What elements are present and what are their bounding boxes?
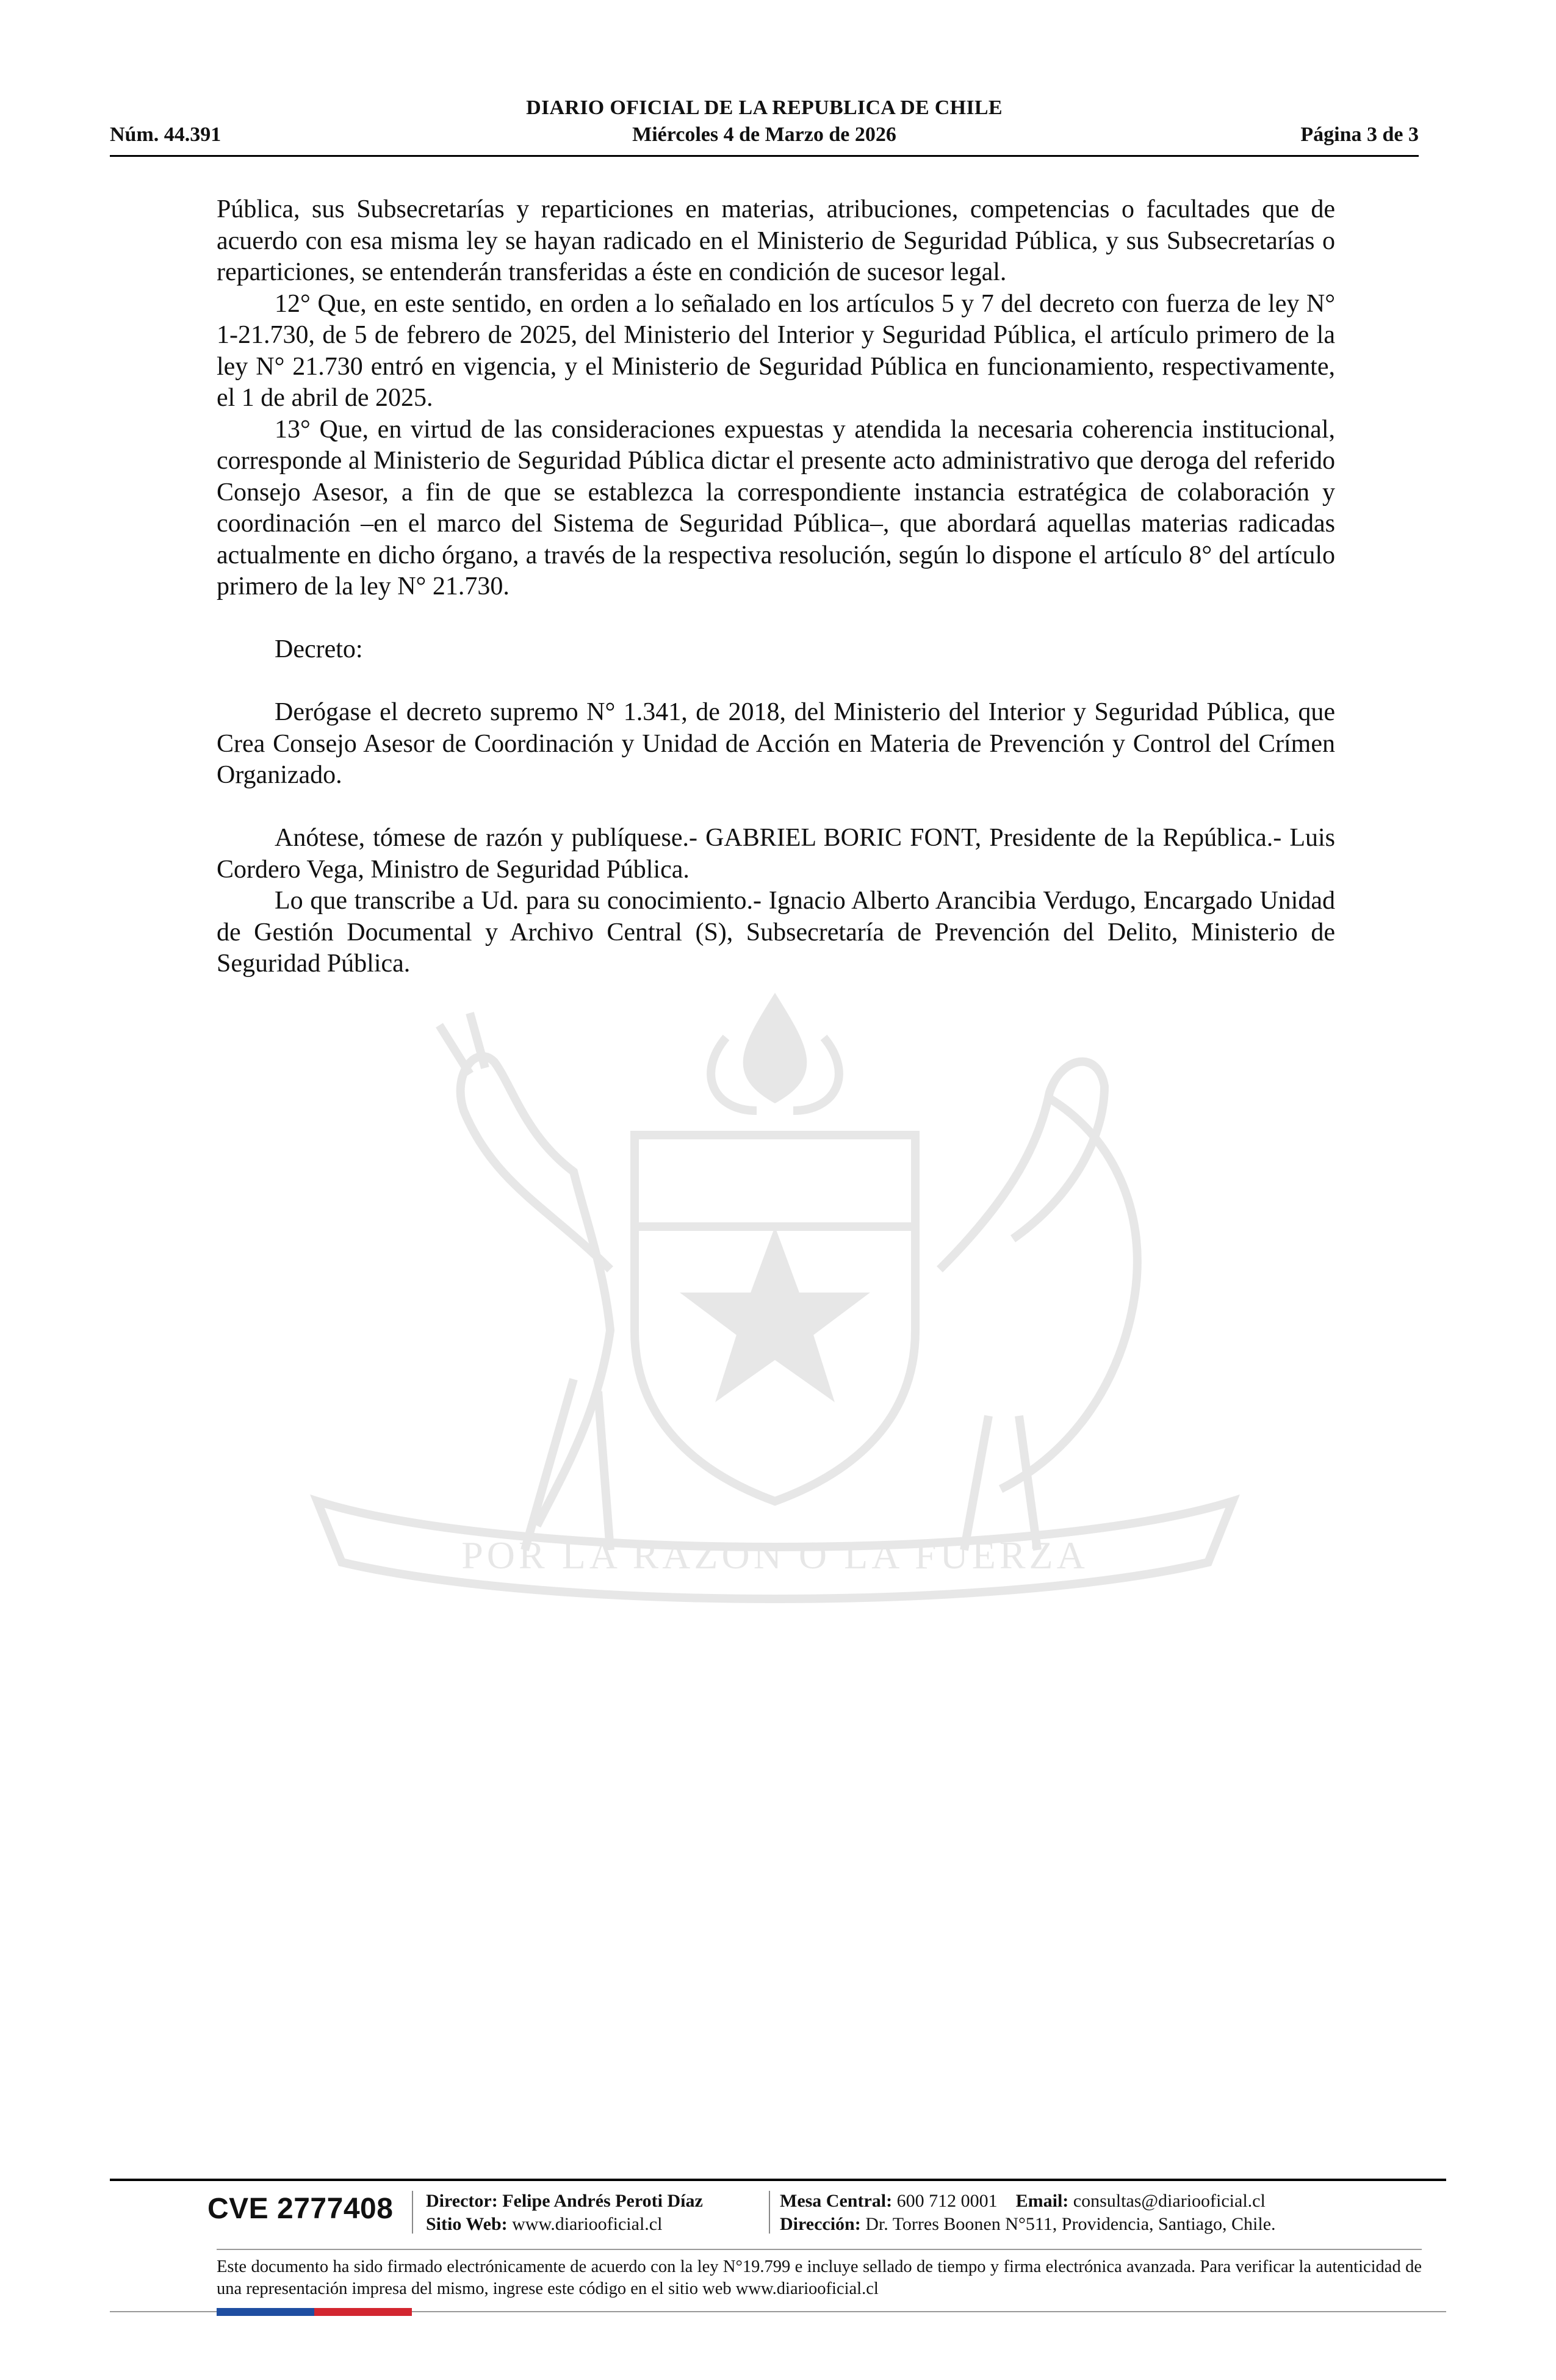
footer-contact-block: [780, 2190, 1276, 2236]
cve-code: CVE 2777408: [207, 2193, 394, 2225]
electronic-signature-note: Este documento ha sido firmado electrónicamente de acuerdo con la ley N°19.799 e incluye sellado de tiempo y firma electrónica avanzada. Para verificar la autenticidad de una representación impresa del mismo, ingrese este código en el sitio web www.diariooficial.cl: [217, 2257, 1422, 2298]
mesa-label: Mesa Central:: [780, 2191, 893, 2211]
flag-stripe-blue: [217, 2308, 314, 2316]
web-address: www.diariooficial.cl: [512, 2214, 663, 2234]
web-label: Sitio Web:: [426, 2214, 508, 2234]
header-rule: [110, 155, 1419, 157]
paragraph-continuation: Pública, sus Subsecretarías y reparticiones en materias, atribuciones, competencias o facultades que de acuerdo con esa misma ley se hayan radicado en el Ministerio de Seguridad Pública, y sus Subsecretarías o reparticiones, se entenderán transferidas a éste en condición de sucesor legal.: [217, 195, 1335, 286]
page-footer: [110, 2179, 1446, 2319]
paragraph-12: 12° Que, en este sentido, en orden a lo señalado en los artículos 5 y 7 del decreto con fuerza de ley N° 1-21.730, de 5 de febrero de 2025, del Ministerio del Interior y Seguridad Pública, el artículo primero de la ley N° 21.730 entró en vigencia, y el Ministerio de Seguridad Pública en funcionamiento, respectivamente, el 1 de abril de 2025.: [217, 289, 1335, 412]
page-number: Página 3 de 3: [1300, 123, 1419, 146]
footer-top-rule: [110, 2179, 1446, 2181]
decreto-heading: Decreto:: [275, 635, 363, 663]
coat-of-arms-motto: POR LA RAZON O LA FUERZA: [461, 1534, 1089, 1577]
mesa-phone: 600 712 0001: [896, 2191, 998, 2211]
footer-separator: [769, 2191, 770, 2234]
director-name: Felipe Andrés Peroti Díaz: [502, 2191, 703, 2211]
footer-mid-rule: [217, 2249, 1422, 2250]
coat-of-arms-watermark: [207, 952, 1342, 1672]
paragraph-13: 13° Que, en virtud de las consideraciones expuestas y atendida la necesaria coherencia institucional, corresponde al Ministerio de Seguridad Pública dictar el presente acto administrativo que deroga del referido Consejo Asesor, a fin de que se establezca la correspondiente instancia estratégica de colaboración y coordinación –en el marco del Sistema de Seguridad Pública–, que abordará aquellas materias radicadas actualmente en dicho órgano, a través de la respectiva resolución, según lo dispone el artículo 8° del artículo primero de la ley N° 21.730.: [217, 415, 1335, 600]
publication-title: DIARIO OFICIAL DE LA REPUBLICA DE CHILE: [526, 96, 1003, 119]
issue-date: Miércoles 4 de Marzo de 2026: [632, 123, 896, 146]
footer-director-block: [426, 2190, 703, 2236]
email-label: Email:: [1015, 2191, 1069, 2211]
director-label: Director:: [426, 2191, 498, 2211]
footer-separator: [412, 2191, 413, 2234]
paragraph-derogation: Derógase el decreto supremo N° 1.341, de 2018, del Ministerio del Interior y Seguridad Pública, que Crea Consejo Asesor de Coordinación y Unidad de Acción en Materia de Prevención y Control del Crímen Organizado.: [217, 698, 1335, 789]
direccion-address: Dr. Torres Boonen N°511, Providencia, Santiago, Chile.: [865, 2214, 1276, 2234]
document-body: [217, 194, 1335, 980]
paragraph-signatures: Anótese, tómese de razón y publíquese.- GABRIEL BORIC FONT, Presidente de la República.- Luis Cordero Vega, Ministro de Seguridad Pública.: [217, 824, 1335, 884]
page-header: [110, 92, 1419, 159]
paragraph-transcription: Lo que transcribe a Ud. para su conocimiento.- Ignacio Alberto Arancibia Verdugo, Encargado Unidad de Gestión Documental y Archivo Central (S), Subsecretaría de Prevención del Delito, Ministerio de Seguridad Pública.: [217, 887, 1335, 978]
email-address: consultas@diariooficial.cl: [1073, 2191, 1266, 2211]
flag-stripe-red: [314, 2308, 412, 2316]
direccion-label: Dirección:: [780, 2214, 861, 2234]
issue-number: Núm. 44.391: [110, 123, 222, 146]
